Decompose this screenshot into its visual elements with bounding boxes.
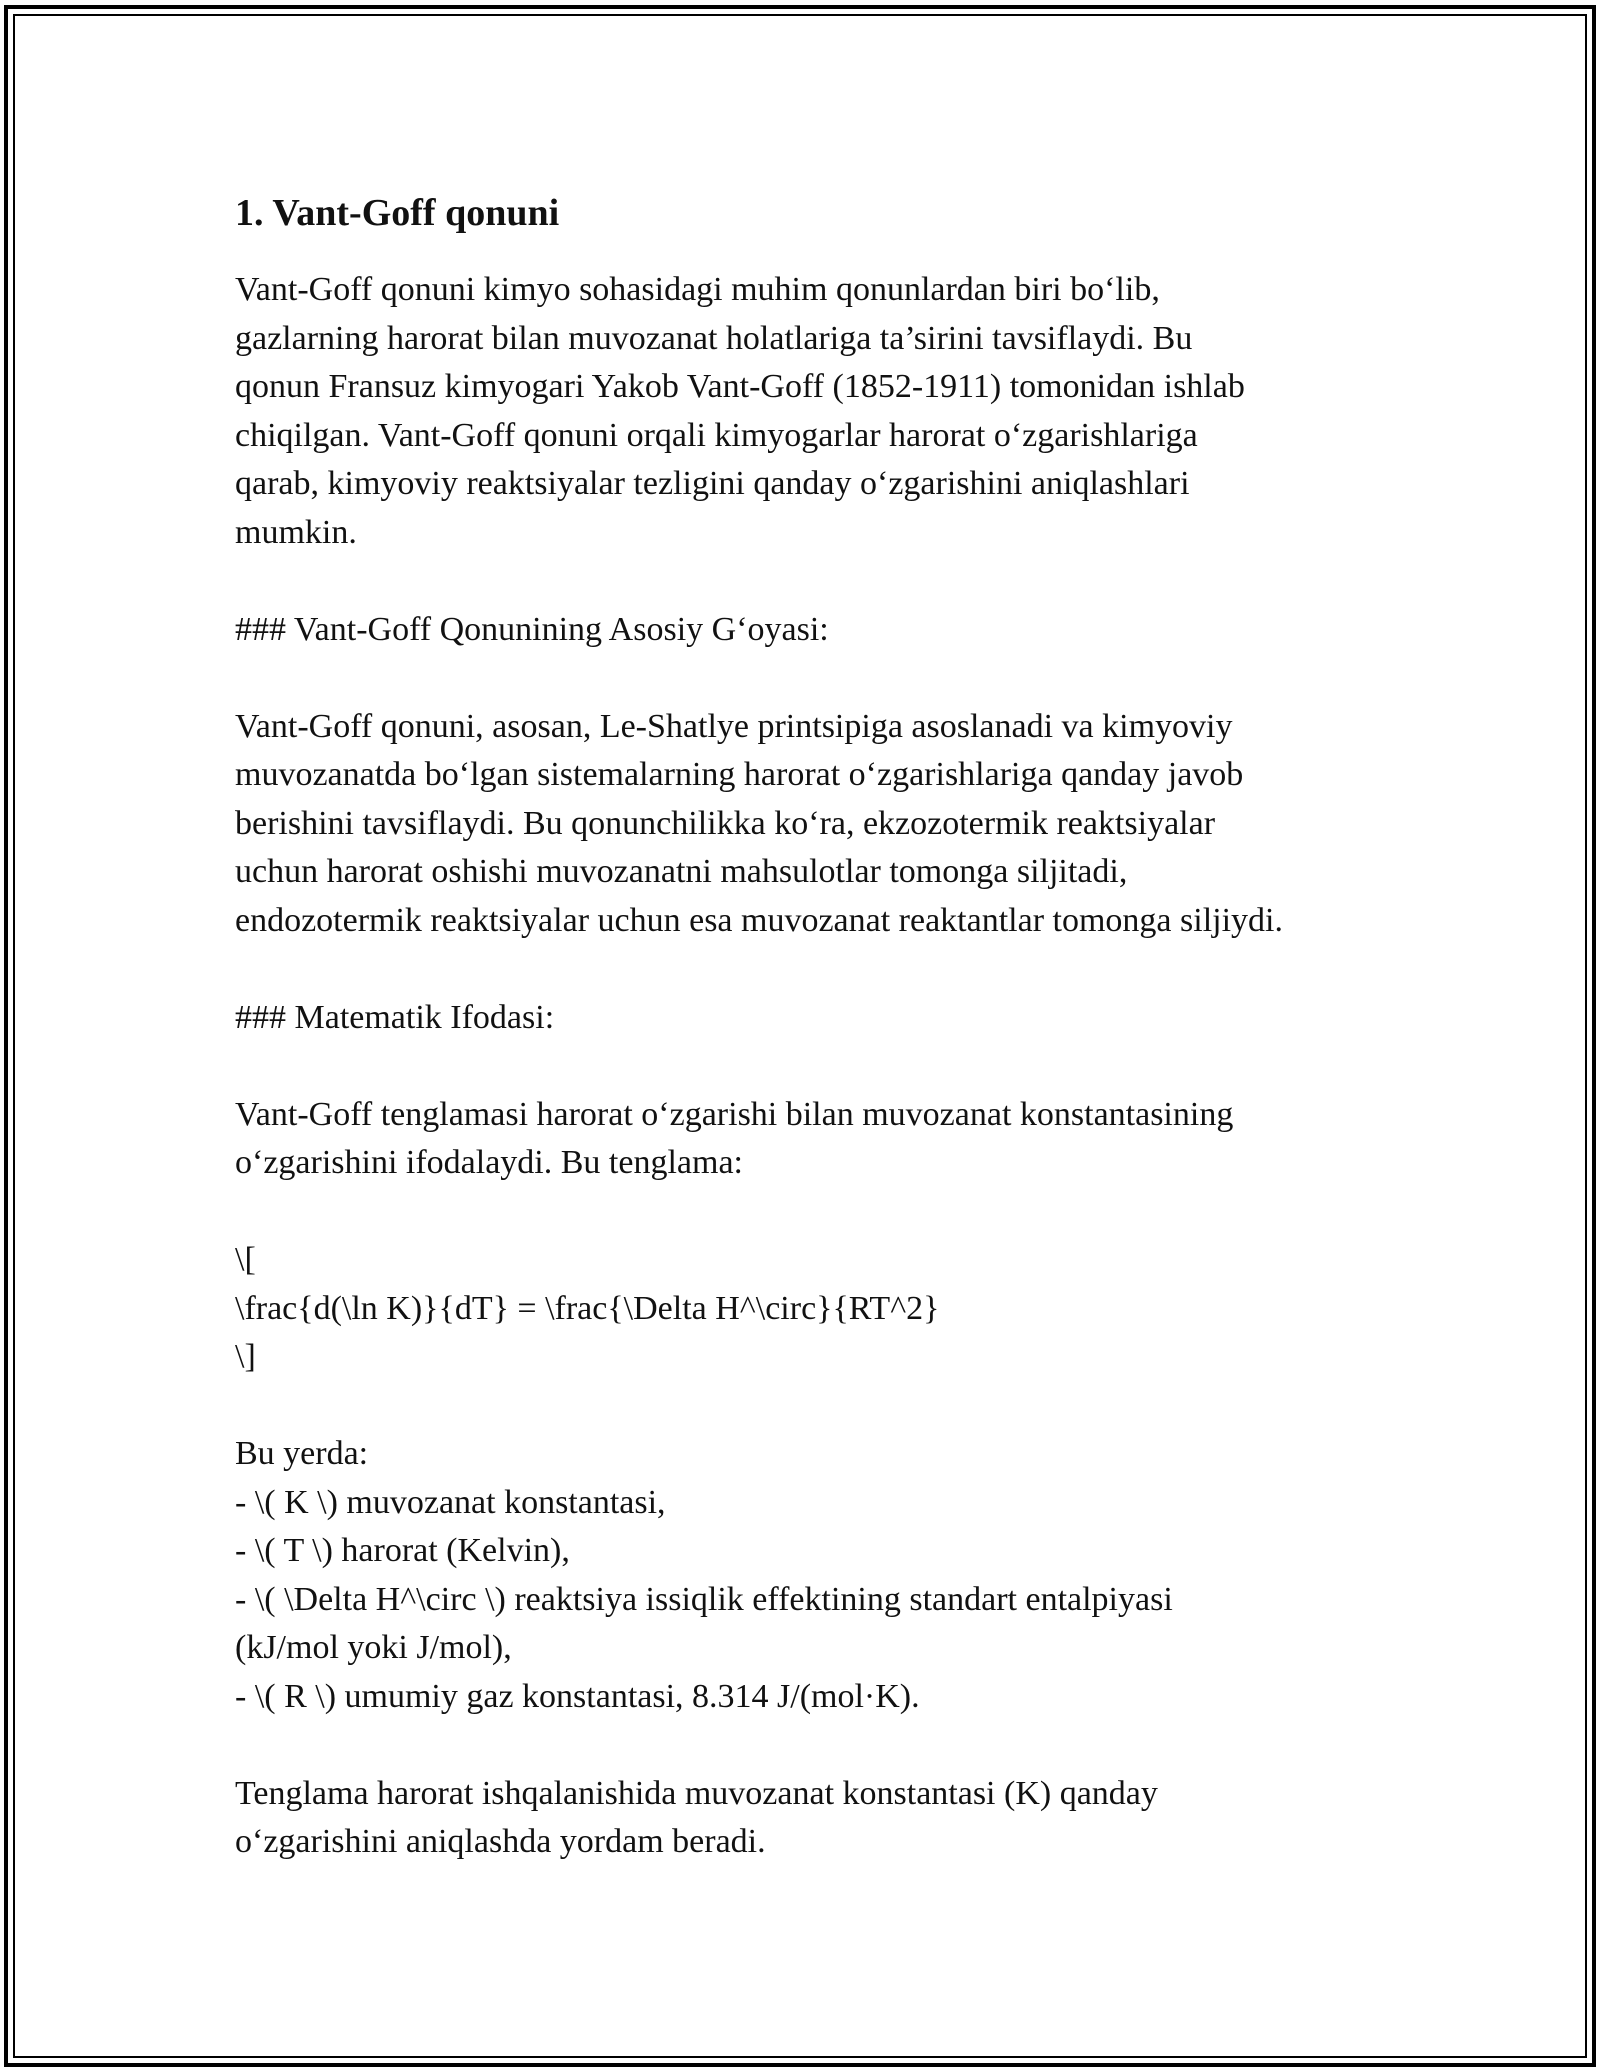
equation-block — [235, 1236, 1415, 1382]
paragraph-definitions — [235, 1430, 1415, 1721]
text-line: Vant-Goff tenglamasi harorat o‘zgarishi bilan muvozanat konstantasining — [235, 1095, 1234, 1133]
text-line: - \( T \) harorat (Kelvin), — [235, 1532, 570, 1569]
text-line: endozotermik reaktsiyalar uchun esa muvozanat reaktantlar tomonga siljiydi. — [235, 901, 1283, 939]
text-line: \[ — [235, 1241, 256, 1278]
text-line: (kJ/mol yoki J/mol), — [235, 1629, 512, 1666]
paragraph-math-intro — [235, 1091, 1415, 1188]
text-line: uchun harorat oshishi muvozanatni mahsulotlar tomonga siljitadi, — [235, 853, 1128, 890]
subheading-math — [235, 994, 1415, 1043]
text-line: Vant-Goff qonuni, asosan, Le-Shatlye printsipiga asoslanadi va kimyoviy — [235, 707, 1233, 745]
text-line: gazlarning harorat bilan muvozanat holatlariga ta’sirini tavsiflaydi. Bu — [235, 319, 1193, 357]
text-line: - \( \Delta H^\circ \) reaktsiya issiqlik effektining standart entalpiyasi — [235, 1580, 1173, 1618]
text-line: ### Matematik Ifodasi: — [235, 998, 555, 1036]
subheading-main-idea — [235, 606, 1415, 655]
text-line: ### Vant-Goff Qonunining Asosiy G‘oyasi: — [235, 610, 829, 648]
section-heading: 1. Vant-Goff qonuni — [235, 192, 560, 234]
text-line: \frac{d(\ln K)}{dT} = \frac{\Delta H^\circ}{RT^2} — [235, 1289, 940, 1327]
text-line: chiqilgan. Vant-Goff qonuni orqali kimyogarlar harorat o‘zgarishlariga — [235, 416, 1198, 454]
text-line: - \( R \) umumiy gaz konstantasi, 8.314 J/(mol·K). — [235, 1677, 920, 1715]
text-line: muvozanatda bo‘lgan sistemalarning harorat o‘zgarishlariga qanday javob — [235, 756, 1244, 793]
text-line: qarab, kimyoviy reaktsiyalar tezligini qanday o‘zgarishini aniqlashlari — [235, 465, 1190, 502]
paragraph-main-idea — [235, 703, 1415, 946]
text-line: \] — [235, 1338, 256, 1375]
text-line: mumkin. — [235, 513, 357, 551]
text-line: Tenglama harorat ishqalanishida muvozanat konstantasi (K) qanday — [235, 1774, 1158, 1812]
text-line: Bu yerda: — [235, 1435, 369, 1472]
text-line: o‘zgarishini aniqlashda yordam beradi. — [235, 1823, 766, 1860]
text-line: - \( K \) muvozanat konstantasi, — [235, 1483, 666, 1521]
paragraph-conclusion — [235, 1770, 1415, 1867]
paragraph-intro — [235, 266, 1415, 557]
text-line: qonun Fransuz kimyogari Yakob Vant-Goff (1852-1911) tomonidan ishlab — [235, 368, 1245, 405]
document-body — [235, 188, 1415, 1915]
text-line: Vant-Goff qonuni kimyo sohasidagi muhim qonunlardan biri bo‘lib, — [235, 271, 1160, 308]
text-line: berishini tavsiflaydi. Bu qonunchilikka ko‘ra, ekzozotermik reaktsiyalar — [235, 804, 1216, 842]
text-line: o‘zgarishini ifodalaydi. Bu tenglama: — [235, 1144, 743, 1181]
